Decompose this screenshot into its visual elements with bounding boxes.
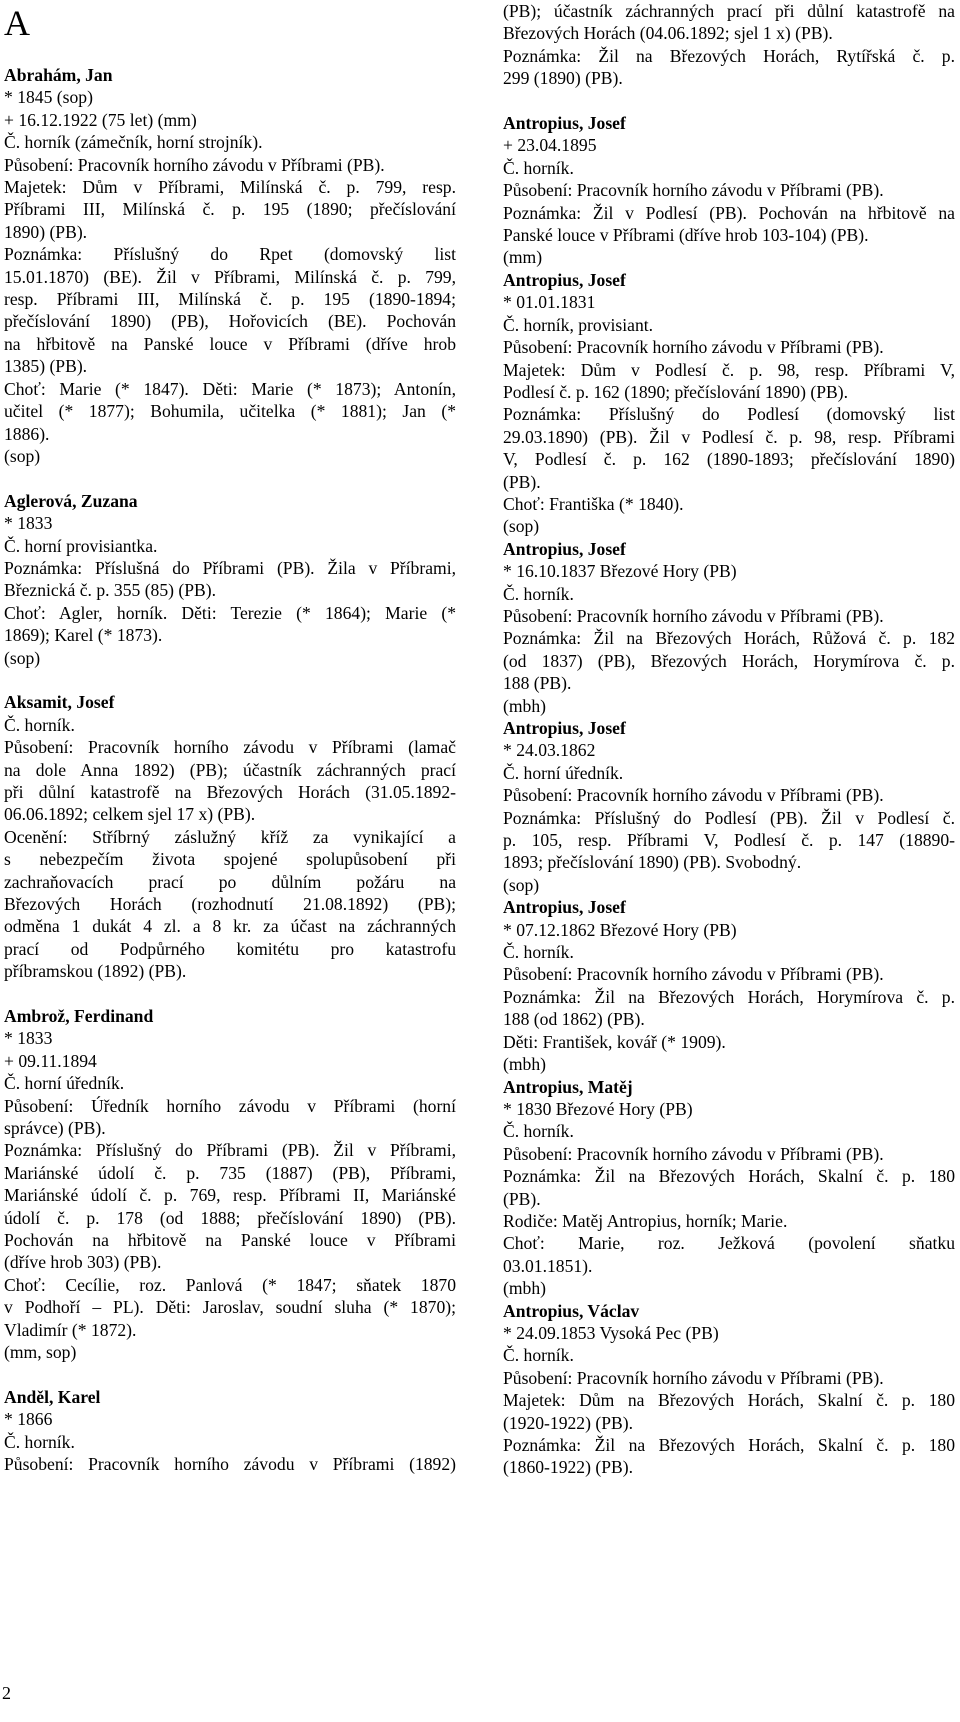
entry-line: * 1830 Březové Hory (PB) (503, 1098, 693, 1119)
entry-line: (mbh) (503, 695, 546, 716)
entry-line: Poznámka: Příslušná do Příbrami (PB). Žila v Příbrami, (4, 557, 456, 578)
entry (4, 691, 456, 982)
entry-line: Působení: Úředník horního závodu v Příbrami (horní (4, 1095, 456, 1116)
entry (4, 64, 456, 467)
entry-name: Abrahám, Jan (4, 65, 113, 85)
entry-line: Březových Horách (04.06.1892; sjel 1 x) (PB). (503, 23, 833, 44)
entry-line: Poznámka: Žil na Březových Horách, Rytířská č. p. (503, 45, 955, 66)
entry-line: (mm, sop) (4, 1342, 77, 1363)
entry (503, 717, 955, 896)
entry-line: Č. horník (zámečník, horní strojník). (4, 132, 263, 153)
entry-line: Březových Horách (rozhodnutí 21.08.1892) (PB); (4, 894, 456, 914)
entry-name: Ambrož, Ferdinand (4, 1006, 154, 1027)
entry-line: (dříve hrob 303) (PB). (4, 1252, 162, 1273)
entry-line: (1920-1922) (PB). (503, 1412, 633, 1433)
entry-line: 299 (1890) (PB). (503, 68, 623, 89)
entry-line: Působení: Pracovník horního závodu v Příbrami (PB). (503, 605, 884, 626)
entry-line: Vladimír (* 1872). (4, 1319, 137, 1340)
entry-line: 1893; přečíslování 1890) (PB). Svobodný. (503, 852, 802, 873)
entry (503, 269, 955, 538)
entry (503, 112, 955, 269)
entry-line: * 01.01.1831 (503, 292, 596, 313)
entry-line: resp. Příbrami III, Milínská č. p. 195 (1890-1894; (4, 289, 456, 310)
entry-line: Choť: Marie, roz. Ježková (povolení sňatku (503, 1233, 955, 1254)
entry-line: 1890) (PB). (4, 221, 88, 242)
entry-line: Pochován na hřbitově na Panské louce v Příbrami (4, 1230, 456, 1251)
entry-line: (mm) (503, 247, 543, 268)
entry-line: (sop) (503, 874, 540, 895)
entry-line: učitel (* 1877); Bohumila, učitelka (* 1881); Jan (* (4, 401, 456, 422)
entry-line: Choť: Cecílie, roz. Panlová (* 1847; sňatek 1870 (4, 1274, 456, 1295)
entry-line: Mariánské údolí č. p. 735 (1887) (PB), Příbrami, (4, 1162, 456, 1183)
entry-line: Poznámka: Příslušný do Rpet (domovský list (4, 244, 456, 265)
entry-line: * 1833 (4, 513, 53, 534)
entry-name: Antropius, Josef (503, 538, 626, 559)
entry-name: Antropius, Václav (503, 1300, 640, 1321)
entry-name: Anděl, Karel (4, 1386, 101, 1407)
entry-line: Č. horník. (503, 942, 574, 963)
entry-line: (PB). (503, 471, 541, 492)
section-letter: A (4, 3, 30, 43)
entry-line: Působení: Pracovník horního závodu v Příbrami (PB). (503, 964, 884, 985)
entry-line: Mariánské údolí č. p. 769, resp. Příbrami II, Mariánské (4, 1185, 456, 1206)
entry-line: Ocenění: Stříbrný záslužný kříž za vynikající a (4, 826, 456, 847)
entry-line: (mbh) (503, 1054, 546, 1075)
entry-line: Rodiče: Matěj Antropius, horník; Marie. (503, 1210, 788, 1231)
entry-line: (sop) (503, 516, 540, 537)
entry-line: Podlesí č. p. 162 (1890; přečíslování 1890) (PB). (503, 381, 848, 402)
entry-line: Č. horník. (503, 583, 574, 604)
entry-line: 1869); Karel (* 1873). (4, 625, 163, 646)
entry-line: V, Podlesí č. p. 162 (1890-1893; přečíslování 1890) (503, 449, 955, 470)
entry-line: Působení: Pracovník horního závodu v Příbrami (PB). (503, 180, 884, 201)
entry-name: Aksamit, Josef (4, 692, 115, 713)
entry-line: při důlní katastrofě na Březových Horách (31.05.1892- (4, 781, 456, 802)
entry-line: odměna 1 dukát 4 zl. a 8 kr. za účast na záchranných (4, 916, 456, 937)
entry-line: Poznámka: Příslušný do Podlesí (PB). Žil v Podlesí č. (503, 807, 955, 828)
entry-line: (mbh) (503, 1278, 546, 1299)
entry-line: s nebezpečím života spojené spolupůsobení při (4, 849, 456, 870)
entry-line: Poznámka: Žil na Březových Horách, Skalní č. p. 180 (503, 1435, 955, 1455)
entry-line: Č. horník. (503, 157, 574, 178)
entry-line: + 23.04.1895 (503, 135, 597, 156)
entry-line: Příbrami III, Milínská č. p. 195 (1890; přečíslování (4, 199, 456, 220)
entry-line: 188 (PB). (503, 673, 572, 694)
entry-line: Poznámka: Žil na Březových Horách, Horymírova č. p. (503, 986, 955, 1007)
entry (503, 1300, 955, 1479)
entry-line: p. 105, resp. Příbrami V, Podlesí č. p. 147 (18890- (503, 830, 955, 851)
entry-line: 06.06.1892; celkem sjel 17 x) (PB). (4, 804, 256, 825)
entry-line: Majetek: Dům v Podlesí č. p. 98, resp. Příbrami V, (503, 359, 955, 380)
entry-line: příbramskou (1892) (PB). (4, 961, 187, 982)
entry (4, 490, 456, 669)
entry-line: Působení: Pracovník horního závodu v Příbrami (PB). (503, 785, 884, 806)
entry-line: Panské louce v Příbrami (dříve hrob 103-104) (PB). (503, 225, 869, 246)
entry-name: Aglerová, Zuzana (4, 490, 138, 511)
entry-line: (od 1837) (PB), Březových Horách, Horymírova č. p. (503, 650, 955, 671)
entry-line: 29.03.1890) (PB). Žil v Podlesí č. p. 98, resp. Příbrami (503, 426, 955, 447)
page-number: 2 (2, 1683, 11, 1703)
entry-line (503, 90, 955, 112)
entry-line: Č. horní úředník. (4, 1073, 125, 1094)
entry-line: (PB); účastník záchranných prací při důlní katastrofě na (503, 1, 955, 21)
entry-line: Č. horník. (4, 714, 75, 735)
entry-line: (1860-1922) (PB). (503, 1457, 633, 1478)
entry-line: * 24.09.1853 Vysoká Pec (PB) (503, 1322, 719, 1343)
entry-line: (sop) (4, 445, 41, 466)
entry-line: 1385) (PB). (4, 356, 88, 377)
entry-line: Poznámka: Žil na Březových Horách, Růžová č. p. 182 (503, 628, 955, 649)
entry-line: + 16.12.1922 (75 let) (mm) (4, 109, 197, 130)
entry-line: Č. horník. (503, 1345, 574, 1366)
entry-line: 03.01.1851). (503, 1255, 593, 1276)
entry (503, 0, 955, 112)
entry-line: Choť: Agler, horník. Děti: Terezie (* 1864); Marie (* (4, 602, 456, 623)
entry-name: Antropius, Josef (503, 113, 626, 134)
entry-line: přečíslování 1890) (PB), Hořovicích (BE). Pochován (4, 311, 456, 332)
entry-line: Poznámka: Žil v Podlesí (PB). Pochován na hřbitově na (503, 202, 955, 223)
entry-line: (PB). (503, 1188, 541, 1209)
left-column (4, 64, 456, 1498)
entry-line: 15.01.1870) (BE). Žil v Příbrami, Milínská č. p. 799, (4, 266, 456, 287)
entry-line: Č. horník, provisiant. (503, 314, 654, 335)
entry-line: na hřbitově na Panské louce v Příbrami (dříve hrob (4, 333, 456, 354)
entry-line: Č. horník. (4, 1431, 75, 1452)
entry-line: zachraňovacích prací po důlním požáru na (4, 871, 456, 892)
entry-line: * 16.10.1837 Březové Hory (PB) (503, 561, 737, 582)
entry-line: * 1833 (4, 1028, 53, 1049)
entry-line: + 09.11.1894 (4, 1050, 97, 1071)
entry-line: Choť: Marie (* 1847). Děti: Marie (* 1873); Antonín, (4, 378, 456, 399)
entry-line: Choť: Františka (* 1840). (503, 493, 684, 514)
entry-line: * 07.12.1862 Březové Hory (PB) (503, 919, 737, 940)
entry-line: * 24.03.1862 (503, 740, 596, 761)
entry-line: 188 (od 1862) (PB). (503, 1009, 645, 1030)
entry-name: Antropius, Matěj (503, 1076, 633, 1097)
entry-name: Antropius, Josef (503, 897, 626, 918)
entry (4, 1005, 456, 1364)
entry-line: * 1845 (sop) (4, 87, 93, 108)
entry-line: správce) (PB). (4, 1118, 106, 1139)
entry-name: Antropius, Josef (503, 718, 626, 738)
right-column (503, 0, 955, 1479)
entry-line: 1886). (4, 423, 50, 444)
entry-line: Č. horní provisiantka. (4, 535, 158, 556)
entry-line: Majetek: Dům na Březových Horách, Skalní č. p. 180 (503, 1390, 955, 1411)
entry-line: v Podhoří – PL). Děti: Jaroslav, soudní sluha (* 1870); (4, 1297, 456, 1318)
entry-line: Působení: Pracovník horního závodu v Příbrami (1892) (4, 1454, 456, 1475)
entry-line: Působení: Pracovník horního závodu v Příbrami (PB). (4, 154, 385, 175)
entry-line: Působení: Pracovník horního závodu v Příbrami (PB). (503, 1367, 884, 1388)
entry-line: Březnická č. p. 355 (85) (PB). (4, 580, 217, 601)
entry-line: * 1866 (4, 1409, 53, 1430)
entry-line: Působení: Pracovník horního závodu v Příbrami (lamač (4, 737, 456, 758)
entry-line: Děti: František, kovář (* 1909). (503, 1031, 726, 1052)
entry-line: (sop) (4, 647, 41, 668)
entry-line: Poznámka: Příslušný do Podlesí (domovský list (503, 404, 955, 425)
entry-line: Majetek: Dům v Příbrami, Milínská č. p. 799, resp. (4, 177, 456, 198)
entry-line: Č. horní úředník. (503, 762, 624, 783)
entry-line: prací od Podpůrného komitétu pro katastrofu (4, 938, 456, 959)
entry-line: Působení: Pracovník horního závodu v Příbrami (PB). (503, 337, 884, 358)
entry-line: údolí č. p. 178 (od 1888; přečíslování 1890) (PB). (4, 1207, 456, 1228)
entry-name: Antropius, Josef (503, 269, 626, 290)
entry (503, 896, 955, 1075)
entry-line: na dole Anna 1892) (PB); účastník záchranných prací (4, 759, 456, 780)
entry-line: Č. horník. (503, 1121, 574, 1142)
entry-line: Působení: Pracovník horního závodu v Příbrami (PB). (503, 1143, 884, 1164)
entry (503, 1076, 955, 1300)
entry (4, 1386, 456, 1476)
entry-line: Poznámka: Příslušný do Příbrami (PB). Žil v Příbrami, (4, 1140, 456, 1161)
entry-line: Poznámka: Žil na Březových Horách, Skalní č. p. 180 (503, 1166, 955, 1187)
entry (503, 538, 955, 717)
